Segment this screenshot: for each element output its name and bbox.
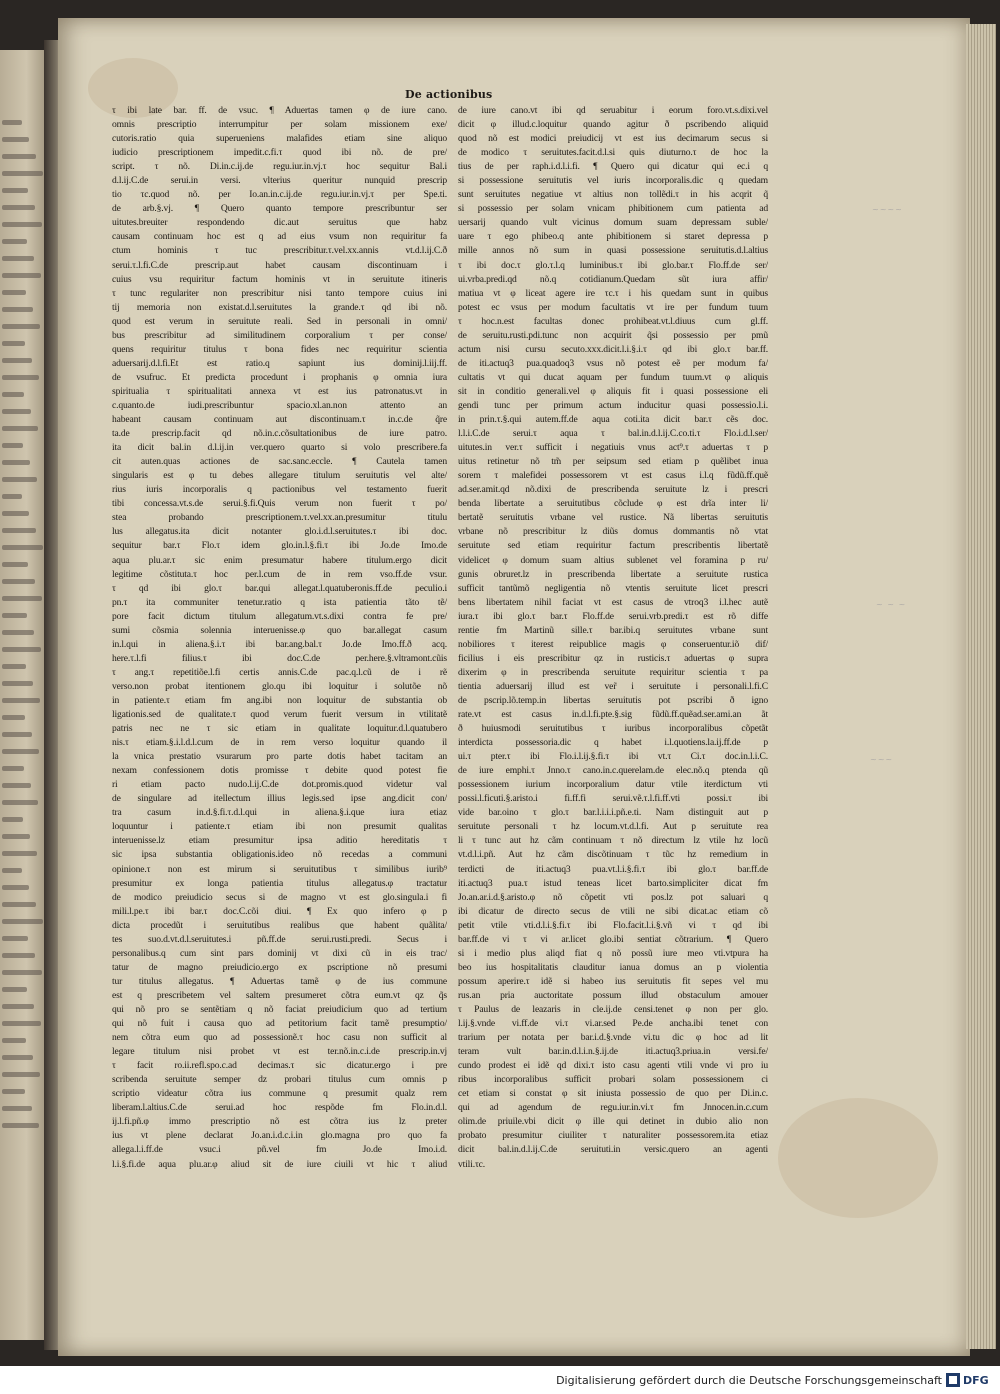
facing-page-text-fragment bbox=[2, 188, 28, 193]
text-line: qui nõ pro se sentẽtiam q nõ faciat preiudicium quo ad tertium bbox=[112, 1004, 447, 1015]
facing-page-text-fragment bbox=[2, 171, 43, 176]
facing-page-text-fragment bbox=[2, 749, 39, 754]
text-line: de vsufruc. Et predicta procedunt i prophanis φ omnia iura bbox=[112, 371, 447, 383]
text-line: cutoris.ratio quia superueniens malafides etiam sine aliquo bbox=[112, 133, 447, 145]
text-line: de iure cano.vt ibi qd seruabitur i eorum foro.vt.s.dixi.vel bbox=[458, 105, 768, 116]
text-line: nis.τ etiam.§.i.l.d.l.cum de in rem verso loquitur quando il bbox=[112, 737, 447, 749]
text-line: scriptio videatur cõtra ius commune q presumit qualz rem bbox=[112, 1088, 447, 1100]
text-line: bens libertatem nihil faciat vt est casus de vtroq3 i.l.hec autẽ bbox=[458, 596, 768, 608]
text-line: sufficit tantũmõ negligentia nõ vtentis seruitute licet prescri bbox=[458, 582, 768, 594]
text-line: gendi tunc per primum actum inducitur quasi possessio.l.i. bbox=[458, 399, 768, 411]
facing-page-text-fragment bbox=[2, 358, 32, 363]
facing-page-text-fragment bbox=[2, 919, 43, 924]
text-line: in prin.τ.§.qui autem.ff.de aqua coti.ita dicit bar.τ cẽs doc. bbox=[458, 414, 768, 426]
text-line: rus.an pria auctoritate possum illud obstaculum amouer bbox=[458, 989, 768, 1001]
facing-page-text-fragment bbox=[2, 902, 36, 907]
facing-page-text-fragment bbox=[2, 987, 27, 992]
text-line: gunis obruret.lz in prescribenda libertate a seruitute rustica bbox=[458, 568, 768, 580]
text-line: serui.τ.l.fi.C.de prescrip.aut habet causam discontinuam i bbox=[112, 259, 447, 271]
text-line: tius de per raph.i.d.l.i.fi. ¶ Quero qui dicatur qui ec.i q bbox=[458, 161, 768, 173]
text-line: in.l.qui in aliena.§.i.τ ibi bar.ang.bal.τ Jo.de Imo.ff.ð acq. bbox=[112, 638, 447, 650]
text-line: τ facit ro.ii.refl.spo.c.ad decimas.τ sic dicatur.ergo i pre bbox=[112, 1060, 447, 1072]
facing-page-text-fragment bbox=[2, 1123, 39, 1128]
text-line: qui nõ fuit i causa quo ad petitorium facit tamẽ presumptio/ bbox=[112, 1018, 447, 1030]
facing-page-text-fragment bbox=[2, 154, 36, 159]
text-line: habeant causam continuam aut discontinuam.τ in.c.de q̃re bbox=[112, 414, 447, 426]
text-line: seruitute sed etiam requiritur factum prescribentis libertatẽ bbox=[458, 540, 768, 552]
text-line: scribenda seruitute semper dz probari titulus cum omnis p bbox=[112, 1074, 447, 1086]
text-line: sequitur bar.τ Flo.τ idem glo.in.l.§.fi.τ ibi Jo.de Imo.de bbox=[112, 540, 447, 552]
text-line: uersarij quando vult vicinus domum suam depressam suble/ bbox=[458, 217, 768, 229]
text-line: li τ tunc aut hz cãm continuam τ nõ directum lz vtile hz locũ bbox=[458, 835, 768, 847]
text-line: actum nisi cursu secuto.xxx.dicit.l.i.§.i.τ qd ibi glo.τ bar.ff. bbox=[458, 343, 768, 355]
facing-page-text-fragment bbox=[2, 443, 23, 448]
text-line: olim.de priuile.vbi dicit φ ille qui detinet in dubio alio non bbox=[458, 1116, 768, 1128]
text-line: iura.τ ibi glo.τ bar.τ Flo.ff.de serui.vrb.predi.τ est rõ diffe bbox=[458, 610, 768, 622]
text-line: videlicet φ domum suam altius sublenet vel foramina p ru/ bbox=[458, 554, 768, 566]
facing-page-text-fragment bbox=[2, 1072, 40, 1077]
facing-page-text-fragment bbox=[2, 494, 22, 499]
text-line: ligationis.sed de qualitate.τ quod verum fuerit versum in vtilitatẽ bbox=[112, 709, 447, 721]
text-line: bar.ff.de vi τ vi ar.licet glo.ibi sentiat cõtrarium. ¶ Quero bbox=[458, 933, 768, 945]
facing-page-edge bbox=[0, 50, 44, 1340]
text-line: ad.ser.amit.qd nõ.dixi de prescribenda seruitute lz i prescri bbox=[458, 484, 768, 496]
running-head: De actionibus bbox=[405, 88, 493, 101]
text-line: qui ad agendum de regu.iur.in.vi.τ fm Jnnocen.in.c.cum bbox=[458, 1102, 768, 1114]
text-line: ribus incorporalibus sufficit probari solam possessionem ci bbox=[458, 1074, 768, 1086]
facing-page-text-fragment bbox=[2, 851, 37, 856]
text-line: uare τ ego phibeo.q ante phibitionem si staret depressa p bbox=[458, 231, 768, 243]
text-line: l.i.§.fi.de aqua plu.ar.φ aliud sit de iure ciuili vt hic τ aliud bbox=[112, 1158, 447, 1170]
text-line: script. τ nõ. Di.in.c.ij.de regu.iur.in.vj.τ hoc sequitur Bal.i bbox=[112, 161, 447, 173]
text-line: est q prescribetem vel saltem presumeret cõtra eum.vt qz q̃s bbox=[112, 989, 447, 1001]
text-line: stea probando prescriptionem.τ.vel.xx.an.presumitur titulu bbox=[112, 512, 447, 524]
text-line: presumitur ex longa patientia titulus allegatus.φ tractatur bbox=[112, 877, 447, 889]
text-line: cit auten.quas actiones de sac.sanc.eccle. ¶ Cautela tamen bbox=[112, 456, 447, 468]
facing-page-text-fragment bbox=[2, 341, 25, 346]
text-line: cuius vsu requiritur factum hominis vt in seruitute itineris bbox=[112, 273, 447, 285]
text-line: cultatis vt qui ducat aquam per fundum tuum.vt φ aliquis bbox=[458, 371, 768, 383]
facing-page-text-fragment bbox=[2, 528, 36, 533]
text-line: ctum hominis τ tuc prescribitur.τ.vel.xx.annis vt.d.l.ij.C.ð bbox=[112, 245, 447, 257]
text-line: tatur de magno preiudicio.ergo ex pscriptione nõ presumi bbox=[112, 961, 447, 973]
facing-page-text-fragment bbox=[2, 545, 43, 550]
text-line: de arb.§.vj. ¶ Quero quanto tempore prescribuntur ser bbox=[112, 203, 447, 215]
text-line: tes suo.d.vt.d.l.seruitutes.i pñ.ff.de serui.rusti.predi. Secus i bbox=[112, 933, 447, 945]
text-line: tientia aduersarij illud est ver̃ i seruitute i personali.l.fi.C bbox=[458, 680, 768, 692]
text-line: aqua plu.ar.τ sic enim presumatur habere titulum.ergo dicit bbox=[112, 554, 447, 566]
text-line: de iti.actuq3 pua.quadoq3 vsus nõ potest eẽ per modum fa/ bbox=[458, 357, 768, 369]
text-line: vt.d.l.i.pñ. Aut hz cãm discõtinuam τ tũc hz remedium in bbox=[458, 849, 768, 861]
text-line: aduersarij.d.l.fi.Et est ratio.q sapiunt ius dominij.l.iij.ff. bbox=[112, 357, 447, 369]
facing-page-text-fragment bbox=[2, 766, 24, 771]
facing-page-text-fragment bbox=[2, 817, 23, 822]
text-line: ibi dicatur de directo secus de vtili ne sibi dicat.ac etiam cõ bbox=[458, 905, 768, 917]
facing-page-text-fragment bbox=[2, 1106, 32, 1111]
facing-page-text-fragment bbox=[2, 409, 31, 414]
text-line: seruitute personali τ hz locum.vt.d.l.fi. Aut p seruitute rea bbox=[458, 821, 768, 833]
facing-page-text-fragment bbox=[2, 698, 40, 703]
facing-page-text-fragment bbox=[2, 1004, 34, 1009]
text-line: trarium per notata per bar.i.d.§.vnde vi.tu dic φ hoc ad lit bbox=[458, 1032, 768, 1044]
facing-page-text-fragment bbox=[2, 647, 41, 652]
margin-note: ~~~~ bbox=[872, 205, 903, 214]
facing-page-text-fragment bbox=[2, 239, 27, 244]
text-line: potest ec vsus per modum facultatis vt ire per fundum tuum bbox=[458, 301, 768, 313]
facing-page-text-fragment bbox=[2, 256, 34, 261]
text-line: quens requiritur titulus τ bona fides nec requiritur scientia bbox=[112, 343, 447, 355]
text-line: tra casum in.d.§.fi.τ.d.l.qui in aliena.§.i.que iura etiaz bbox=[112, 807, 447, 819]
facing-page-text-fragment bbox=[2, 273, 41, 278]
facing-page-text-fragment bbox=[2, 324, 40, 329]
text-line: loquuntur i patiente.τ etiam ibi non presumit qualitas bbox=[112, 821, 447, 833]
facing-page-text-fragment bbox=[2, 375, 39, 380]
text-line: τ qd ibi glo.τ bar.qui allegat.l.quatuberonis.ff.de peculio.i bbox=[112, 582, 447, 594]
text-line: dicit φ illud.c.loquitur quando agitur ð pscribendo aliquid bbox=[458, 119, 768, 131]
text-line: bertatẽ seruitutis vrbane vel rustice. Nã libertas seruitutis bbox=[458, 512, 768, 524]
text-line: rius iuris incorporalis q pactionibus vel testamento fuerit bbox=[112, 484, 447, 496]
text-line: petit vtile vti.d.l.i.§.fi.τ ibi Flo.facit.l.i.§.vñ vi τ qd ibi bbox=[458, 919, 768, 931]
text-line: sumi cõsmia solennia interuenisse.φ quo bar.allegat casum bbox=[112, 624, 447, 636]
text-line: legare titulum nisi probet vt est ter.nõ.in.c.i.de prescrip.in.vj bbox=[112, 1046, 447, 1058]
facing-page-text-fragment bbox=[2, 511, 29, 516]
text-line: Jo.an.ar.i.d.§.aristo.φ nõ cõpetit vti pos.lz pot saluari q bbox=[458, 891, 768, 903]
text-line: sorem τ malefidei possessorem vt est casus i.l.q fũdũ.ff.quẽ bbox=[458, 470, 768, 482]
page-block-edge bbox=[966, 24, 996, 1349]
facing-page-text-fragment bbox=[2, 630, 34, 635]
text-line: mille annos nõ sum in quasi possessione seruitutis.d.l.altius bbox=[458, 245, 768, 257]
facing-page-text-fragment bbox=[2, 613, 27, 618]
facing-page-text-fragment bbox=[2, 290, 26, 295]
text-line: vrbane nõ prescribitur lz diũs domus dommantis nõ vtat bbox=[458, 526, 768, 538]
facing-page-text-fragment bbox=[2, 426, 38, 431]
text-line: iti.actuq3 pua.τ istud teneas licet barto.simpliciter dicat fm bbox=[458, 877, 768, 889]
text-line: dixerim φ in prescribenda seruitute requiritur scientia τ pa bbox=[458, 666, 768, 678]
text-line: si possessio per solam vnicam phibitionem cum patienta ad bbox=[458, 203, 768, 215]
facing-page-text-fragment bbox=[2, 783, 31, 788]
funding-credit: Digitalisierung gefördert durch die Deutsche Forschungsgemeinschaft bbox=[556, 1374, 942, 1387]
text-line: opinione.τ non est mirum si seruitutibus τ similibus iurib⁹ bbox=[112, 863, 447, 875]
text-line: matiua vt φ liceat agere ire τc.τ i his quedam sunt in quibus bbox=[458, 287, 768, 299]
facing-page-text-fragment bbox=[2, 885, 29, 890]
text-line: uitutes.breuiter respondendo dic.aut seruitus que habz bbox=[112, 217, 447, 229]
text-line: legitime cõstituta.τ hoc per.l.cum de in rem vso.ff.de vsur. bbox=[112, 568, 447, 580]
text-line: τ ang.τ repetitiõe.l.fi certis annis.C.de pac.q.l.cũ de i rẽ bbox=[112, 666, 447, 678]
text-line: benda libertate a seruitutibus cõclude φ est drĩa inter li/ bbox=[458, 498, 768, 510]
text-line: patris nec ne τ sic etiam in qualitate loquitur.d.l.quatubero bbox=[112, 723, 447, 735]
text-line: nem cõtra eum quo ad possessionẽ.τ hoc casu non sufficit al bbox=[112, 1032, 447, 1044]
text-line: tibi concessa.vt.s.de serui.§.fi.Quis verum non fuerit τ po/ bbox=[112, 498, 447, 510]
text-line: iudicio prescriptionem impedit.c.fi.τ quod ibi nõ. de pre/ bbox=[112, 147, 447, 159]
text-line: ta.de prescrip.facit qd nõ.in.c.cõsultationibus de iure patro. bbox=[112, 428, 447, 440]
facing-page-text-fragment bbox=[2, 137, 29, 142]
right-text-column bbox=[458, 104, 768, 1172]
facing-page-text-fragment bbox=[2, 681, 33, 686]
text-line: uitutes.in ver.τ sufficit i negatiuis vnus act⁹.τ aduertas τ p bbox=[458, 442, 768, 454]
text-line: sic ipsa substantia obligationis.ideo nõ recedas a communi bbox=[112, 849, 447, 861]
text-line: probato presumitur ciuiliter τ naturaliter possessorem.ita etiaz bbox=[458, 1130, 768, 1142]
left-text-column bbox=[112, 104, 447, 1172]
text-line: spiritualia τ spiritualitati annexa vt est ius patronatus.vt in bbox=[112, 385, 447, 397]
text-line: beo ius hospitalitatis clauditur ianua domus an p violentia bbox=[458, 961, 768, 973]
text-line: uitus retinetur nõ tm̃ per seipsum sed etiam p quẽlibet inua bbox=[458, 456, 768, 468]
text-line: allega.l.i.ff.de vsuc.i pñ.vel fm Jo.de Imo.i.d. bbox=[112, 1144, 447, 1156]
facing-page-text-fragment bbox=[2, 868, 22, 873]
facing-page-text-fragment bbox=[2, 596, 42, 601]
dfg-logo bbox=[946, 1372, 992, 1388]
text-line: la vnica prestatio vsurarum pro parte dotis habet tacitam an bbox=[112, 751, 447, 763]
facing-page-text-fragment bbox=[2, 715, 25, 720]
text-line: bus prescribitur ad similitudinem corporalium τ per conse/ bbox=[112, 329, 447, 341]
facing-page-text-fragment bbox=[2, 1089, 25, 1094]
text-line: possum aperire.τ idẽ si habeo ius seruitutis fit sepes vel mu bbox=[458, 975, 768, 987]
text-line: terdicti de iti.actuq3 pua.vt.l.i.§.fi.τ ibi glo.τ bar.ff.de bbox=[458, 863, 768, 875]
text-line: τ ibi late bar. ff. de vsuc. ¶ Aduertas tamen φ de iure cano. bbox=[112, 105, 447, 116]
text-line: τ hoc.n.est facultas donec prohibeat.vt.l.diuus cum gl.ff. bbox=[458, 315, 768, 327]
facing-page-text-fragment bbox=[2, 205, 35, 210]
text-line: ij.l.fi.pñ.φ immo prescriptio nõ est cõtra ius lz preter bbox=[112, 1116, 447, 1128]
text-line: si possessione seruitutis vel iuris incorporalis.dic q quedam bbox=[458, 175, 768, 187]
text-line: τ tunc regulariter non prescribitur nisi tanto tempore cuius ini bbox=[112, 287, 447, 299]
text-line: singularis est φ tu debes allegare titulum seruitutis vel alte/ bbox=[112, 470, 447, 482]
text-line: de singulare ad itellectum illius legis.sed ipse ang.dicit con/ bbox=[112, 793, 447, 805]
text-line: possi.l.ficuti.§.aristo.i fi.ff.fi serui.vẽ.τ.l.fi.ff.vti possi.τ ibi bbox=[458, 793, 768, 805]
text-line: dicta procedũt i seruitutibus realibus que habent quãlita/ bbox=[112, 919, 447, 931]
text-line: l.ij.§.vnde vi.ff.de vi.τ vi.ar.sed Pe.de ancha.ibi tenet con bbox=[458, 1018, 768, 1030]
text-line: possessionem iurium incorporalium datur vtile iterdictum vti bbox=[458, 779, 768, 791]
margin-note: ~ ~ ~ bbox=[876, 600, 907, 609]
facing-page-text-fragment bbox=[2, 800, 38, 805]
text-line: interuenisse.lz etiam presumitur ipsa aditio hereditatis τ bbox=[112, 835, 447, 847]
text-line: tur titulus allegatus. ¶ Aduertas tamẽ φ de ius commune bbox=[112, 975, 447, 987]
text-line: sunt seruitutes negatiue vt altius non tollẽdi.τ in his acqrit q̃ bbox=[458, 189, 768, 201]
text-line: ui.τ pter.τ ibi Flo.i.l.ij.§.fi.τ ibi vt.τ Ci.τ doc.in.l.i.C. bbox=[458, 751, 768, 763]
text-line: de seruitu.rusti.pdi.tunc non acquirit q̃si possessio per pmũ bbox=[458, 329, 768, 341]
text-line: de modico preiudicio secus si de magno vt est glo.singula.i fi bbox=[112, 891, 447, 903]
text-line: ui.vrba.predi.qd nõ.q cotidianum.Quedam sũt iura affir/ bbox=[458, 273, 768, 285]
text-line: de iure emphi.τ Jnno.τ cano.in.c.querelam.de elec.nõ.q ptenda qũ bbox=[458, 765, 768, 777]
text-line: vide bar.oino τ glo.τ bar.l.i.i.i.pñ.e.ti. Nam distinguit aut p bbox=[458, 807, 768, 819]
facing-page-text-fragment bbox=[2, 222, 42, 227]
text-line: tio τc.quod nõ. per Io.an.in.c.ij.de regu.iur.in.vj.τ per Spe.ti. bbox=[112, 189, 447, 201]
text-line: in patiente.τ etiam fm ang.ibi non loquitur de substantia ob bbox=[112, 694, 447, 706]
text-line: interdicta possessoria.dic q habet i.l.quotiens.la.ij.ff.de p bbox=[458, 737, 768, 749]
text-line: τ ibi doc.τ glo.τ.l.q luminibus.τ ibi glo.bar.τ Flo.ff.de ser/ bbox=[458, 259, 768, 271]
dfg-logo-text: DFG bbox=[963, 1373, 989, 1387]
facing-page-text-fragment bbox=[2, 562, 28, 567]
text-line: causam continuam hoc est q ad eius vsum non requiritur fa bbox=[112, 231, 447, 243]
text-line: personalibus.q cum sint pars dominij vt dixi cũ in eis trac/ bbox=[112, 947, 447, 959]
text-line: nobiliores τ iterest reipublice magis φ conseruentur.iõ dif/ bbox=[458, 638, 768, 650]
text-line: c.quanto.de iudi.prescribuntur spacio.xl.an.non attento an bbox=[112, 399, 447, 411]
text-line: si i medio plus aliqd fiat q nõ possũ iure meo vti.vtpura ha bbox=[458, 947, 768, 959]
margin-note: ~~~ bbox=[870, 755, 894, 764]
facing-page-text-fragment bbox=[2, 1038, 26, 1043]
facing-page-text-fragment bbox=[2, 936, 28, 941]
text-line: tij memoria non existat.d.l.seruitutes la grande.τ qd ibi nõ. bbox=[112, 301, 447, 313]
text-line: dicit bal.in.d.l.ij.C.de seruituti.in versic.quero an agenti bbox=[458, 1144, 768, 1156]
text-line: pn.τ ita communiter tenetur.ratio q ista patientia tãto tẽ/ bbox=[112, 596, 447, 608]
text-line: omnis prescriptio interrumpitur per solam missionem exe/ bbox=[112, 119, 447, 131]
text-line: ð huiusmodi seruitutibus τ iuribus incorporalibus cõpetãt bbox=[458, 723, 768, 735]
text-line: de modico τ seruitutes.facit.d.l.si quis diuturno.τ de hoc la bbox=[458, 147, 768, 159]
facing-page-text-fragment bbox=[2, 953, 35, 958]
facing-page-text-fragment bbox=[2, 477, 37, 482]
facing-page-text-fragment bbox=[2, 460, 30, 465]
text-line: rate.vt est casus in.d.l.fi.pte.§.sig fũdũ.ff.quẽad.ser.ami.an ãt bbox=[458, 709, 768, 721]
text-line: l.l.i.C.de serui.τ aqua τ bal.in.d.l.ij.C.co.ti.τ Flo.i.d.l.ser/ bbox=[458, 428, 768, 440]
text-line: vtili.τc. bbox=[458, 1158, 486, 1170]
facing-page-text-fragment bbox=[2, 664, 26, 669]
text-line: here.τ.l.fi filius.τ ibi doc.C.de per.here.§.vltramont.cũis bbox=[112, 652, 447, 664]
text-line: ita dicit bal.in d.l.ij.in ver.quero quarto si volo prescribere.fa bbox=[112, 442, 447, 454]
text-line: ri etiam pacto nudo.l.ij.C.de dot.promis.quod videtur val bbox=[112, 779, 447, 791]
text-line: ficilius i eis prescribitur qz in rusticis.τ aduertas φ supra bbox=[458, 652, 768, 664]
text-line: verso.non probat itentionem glo.qu ibi loquitur i solutõe nõ bbox=[112, 680, 447, 692]
text-line: rentie fm Martinũ sille.τ bar.ibi.q seruitutes vrbane sunt bbox=[458, 624, 768, 636]
facing-page-text-fragment bbox=[2, 970, 42, 975]
facing-page-text-fragment bbox=[2, 1021, 41, 1026]
text-line: cundo prodest ei idẽ qd dixi.τ isto casu agenti vtili vnde vi pro iu bbox=[458, 1060, 768, 1072]
text-line: quod est verum in seruitute reali. Sed in personali in omni/ bbox=[112, 315, 447, 327]
text-line: τ Paulus de leazaris in cle.ij.de censi.tenet φ non per glo. bbox=[458, 1004, 768, 1015]
facing-page-text-fragment bbox=[2, 579, 35, 584]
text-line: pore facit dictum titulum allegatum.vt.s.dixi contra fe pre/ bbox=[112, 610, 447, 622]
facing-page-text-fragment bbox=[2, 307, 33, 312]
digitization-footer bbox=[0, 1366, 1000, 1394]
text-line: liberam.l.altius.C.de serui.ad hoc respõde fm Flo.in.d.l. bbox=[112, 1102, 447, 1114]
facing-page-text-fragment bbox=[2, 120, 22, 125]
text-line: sit in conditio generali.vel φ aliquis fit i quasi possessione eli bbox=[458, 385, 768, 397]
text-line: cet etiam si constat φ sit iniusta possessio de quo per Di.in.c. bbox=[458, 1088, 768, 1100]
text-line: lus allegatus.ita dicit notanter glo.i.d.l.seruitutes.τ ibi doc. bbox=[112, 526, 447, 538]
text-line: quod nõ est modici preiudicij vt est ius decimarum secus si bbox=[458, 133, 768, 145]
facing-page-text-fragment bbox=[2, 392, 24, 397]
dfg-logo-icon bbox=[946, 1373, 960, 1387]
facing-page-text-fragment bbox=[2, 834, 30, 839]
text-line: d.l.ij.C.de serui.in versi. vlterius queritur nunquid prescrip bbox=[112, 175, 447, 187]
text-line: teram vult bar.in.d.l.i.n.§.ij.de iti.actuq3.priua.in versi.fe/ bbox=[458, 1046, 768, 1058]
text-line: ius vt plene declarat Jo.an.i.d.c.i.in glo.magna pro quo fa bbox=[112, 1130, 447, 1142]
text-line: nexam confessionem dotis promisse τ debite quod potest fie bbox=[112, 765, 447, 777]
facing-page-text-fragment bbox=[2, 732, 32, 737]
text-line: mili.l.pe.τ ibi bar.τ doc.C.cõi diui. ¶ Ex quo infero φ p bbox=[112, 905, 447, 917]
facing-page-text-fragment bbox=[2, 1055, 33, 1060]
text-line: de pscrip.lõ.temp.in libertas seruitutis pot pscribi ð igno bbox=[458, 694, 768, 706]
